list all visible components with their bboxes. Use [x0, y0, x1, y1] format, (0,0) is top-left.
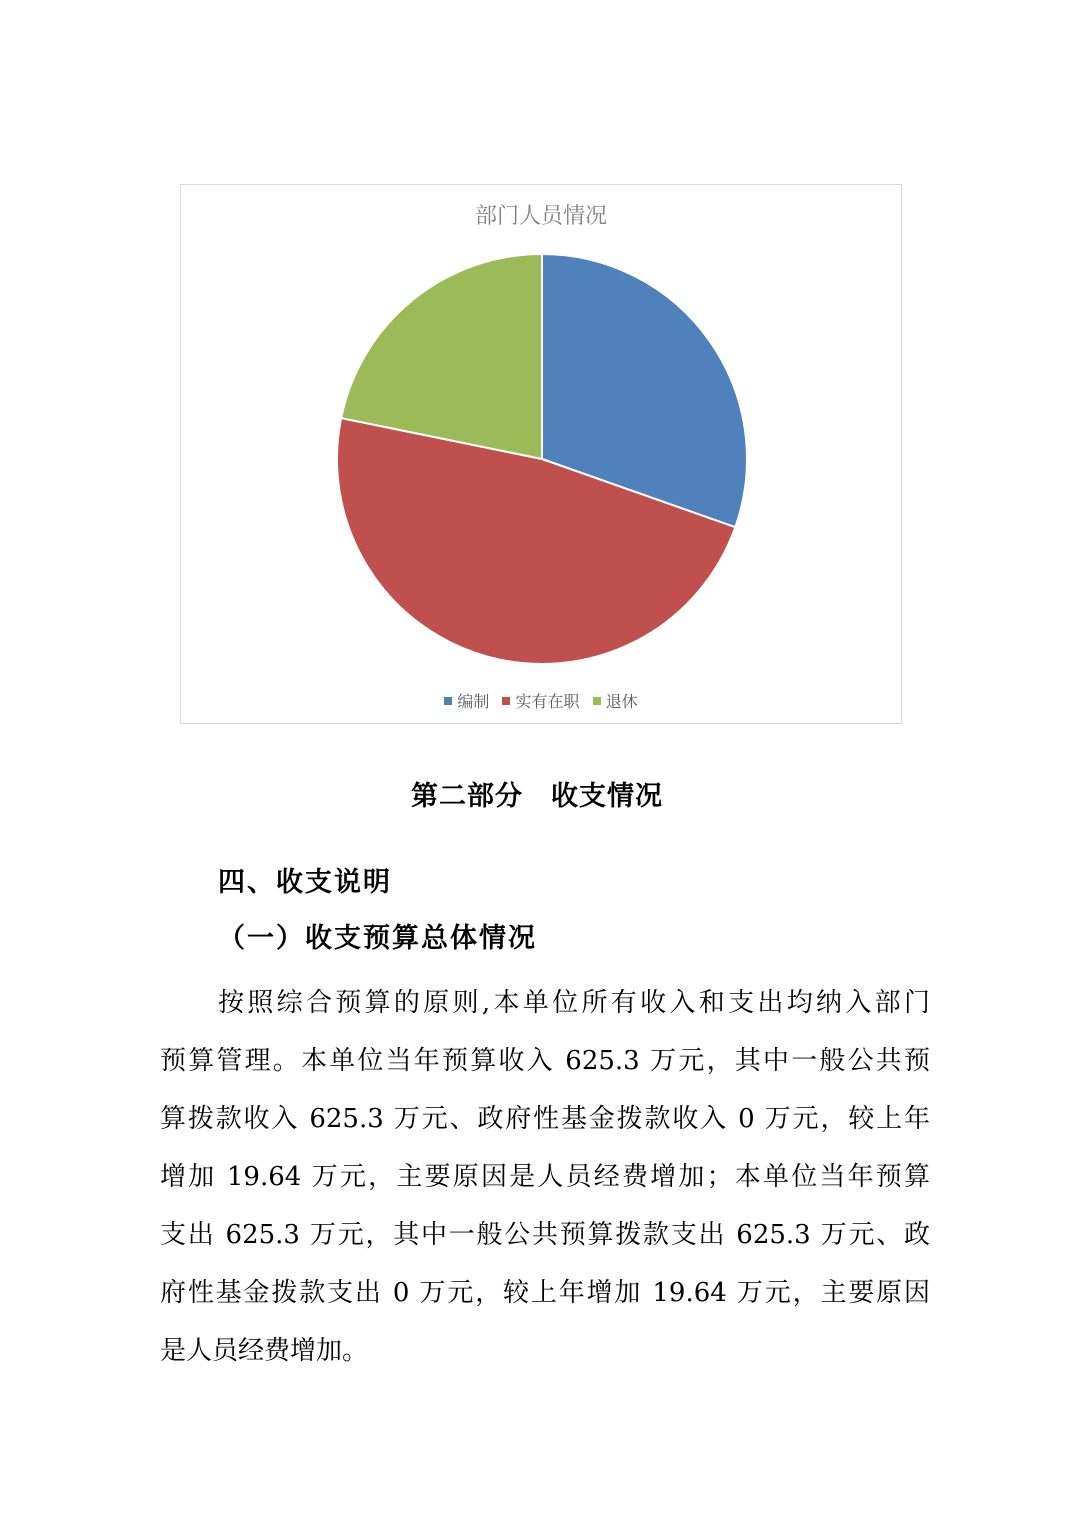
pie-chart — [181, 185, 901, 723]
heading-income-expense-notes: 四、收支说明 — [218, 867, 392, 898]
legend-swatch-bianzhi — [444, 697, 452, 705]
legend-item-shiyouzaizhi — [502, 689, 579, 712]
paragraph-line: 按照综合预算的原则,本单位所有收入和支出均纳入部门 — [218, 988, 930, 1018]
legend-item-tuixiu — [593, 689, 638, 712]
section-title — [0, 774, 1074, 813]
legend-label-tuixiu: 退休 — [605, 692, 638, 711]
chart-title: 部门人员情况 — [474, 204, 607, 229]
chart-legend — [181, 689, 901, 712]
section-part: 第二部分 — [411, 781, 523, 812]
legend-item-bianzhi — [444, 689, 489, 712]
heading-budget-overview: （一）收支预算总体情况 — [218, 923, 537, 954]
paragraph-line: 增加 19.64 万元，主要原因是人员经费增加；本单位当年预算 — [160, 1162, 930, 1192]
paragraph-line: 支出 625.3 万元，其中一般公共预算拨款支出 625.3 万元、政 — [160, 1220, 930, 1250]
body-paragraph — [160, 974, 930, 1380]
paragraph-line: 算拨款收入 625.3 万元、政府性基金拨款收入 0 万元，较上年 — [160, 1104, 930, 1134]
legend-label-bianzhi: 编制 — [457, 692, 490, 711]
paragraph-line: 是人员经费增加。 — [160, 1336, 369, 1366]
legend-swatch-tuixiu — [593, 697, 601, 705]
paragraph-line: 府性基金拨款支出 0 万元，较上年增加 19.64 万元，主要原因 — [160, 1278, 930, 1308]
paragraph-line: 预算管理。本单位当年预算收入 625.3 万元，其中一般公共预 — [160, 1046, 930, 1076]
section-name: 收支情况 — [551, 781, 663, 812]
pie-chart-container — [180, 184, 902, 724]
legend-label-shiyouzaizhi: 实有在职 — [515, 692, 580, 711]
legend-swatch-shiyouzaizhi — [502, 697, 510, 705]
